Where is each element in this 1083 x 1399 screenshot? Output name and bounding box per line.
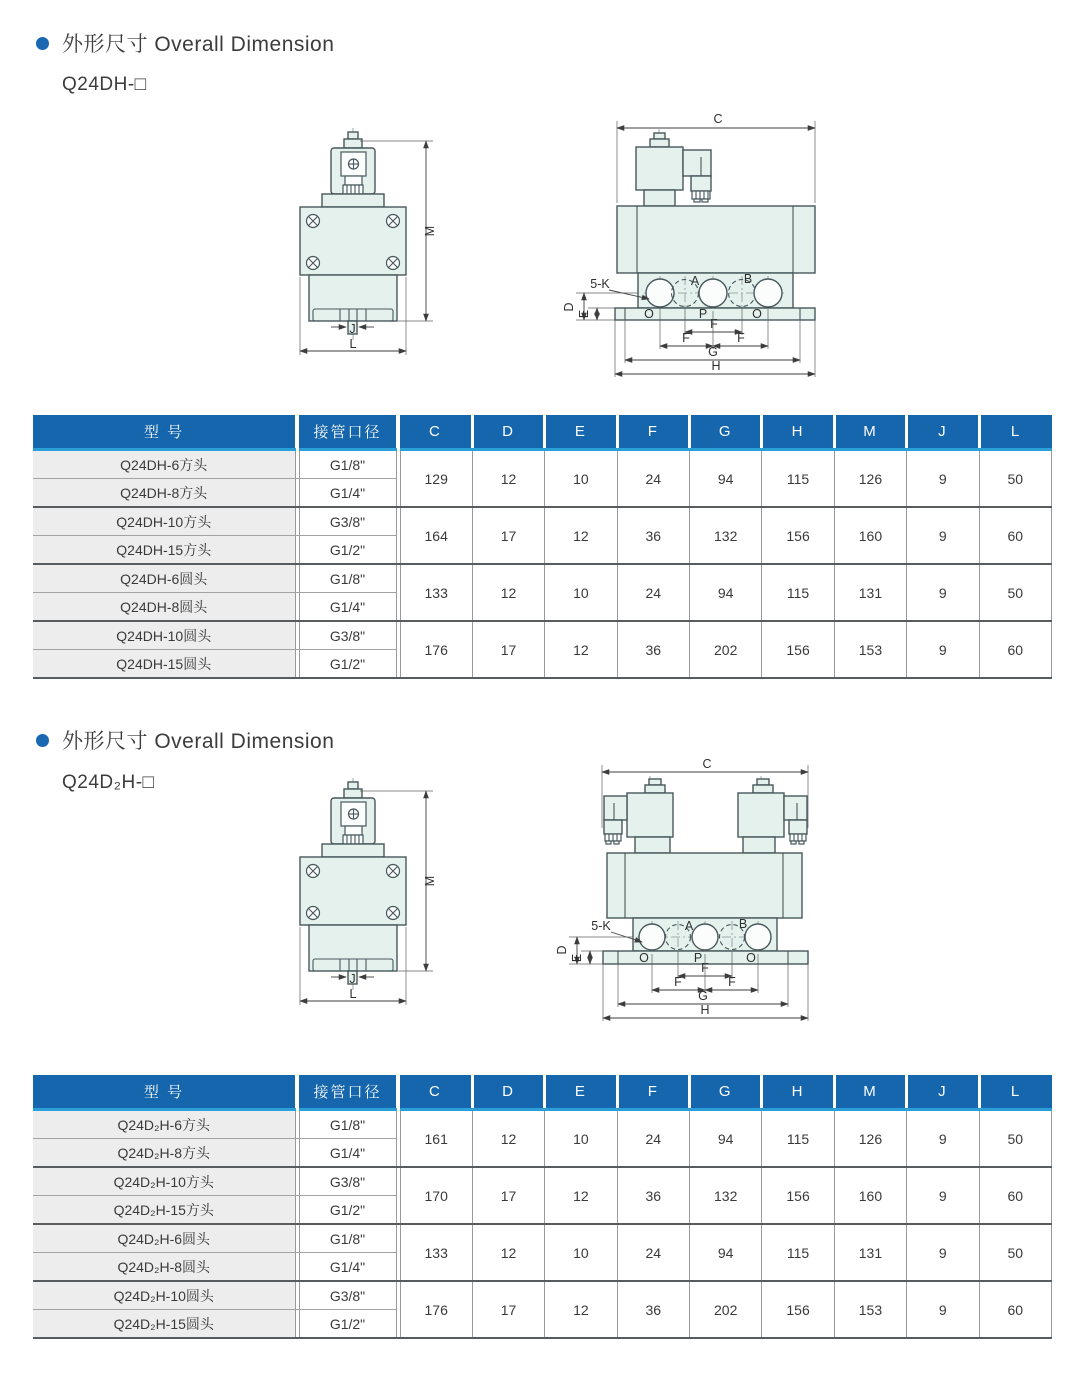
value-cell-f: 36 — [617, 1281, 689, 1338]
valve-body — [300, 194, 406, 334]
port-size-cell: G1/2" — [299, 650, 396, 679]
port-size-cell: G1/2" — [299, 1196, 396, 1225]
port-size-cell: G3/8" — [299, 1167, 396, 1196]
value-cell-h: 115 — [762, 450, 834, 508]
value-cell-e: 12 — [545, 1281, 617, 1338]
dim-label-e: E — [577, 309, 591, 319]
bullet-icon — [36, 734, 49, 747]
value-cell-c: 161 — [400, 1110, 472, 1168]
model-cell: Q24D₂H-8方头 — [33, 1139, 295, 1168]
value-cell-f: 36 — [617, 621, 689, 678]
dim-label-g: G — [698, 989, 708, 1003]
dimension-j — [331, 322, 374, 336]
value-cell-l: 60 — [979, 507, 1052, 564]
model-cell: Q24DH-6方头 — [33, 450, 295, 479]
value-cell-g: 202 — [690, 621, 762, 678]
port-label-p: P — [698, 307, 708, 321]
dim-label-h: H — [711, 359, 721, 373]
section-header-1 — [36, 28, 334, 58]
value-cell-d: 17 — [472, 507, 544, 564]
column-header-c: C — [400, 415, 472, 450]
column-header-f: F — [617, 1075, 689, 1110]
port-size-cell: G3/8" — [299, 1281, 396, 1310]
section-header-2 — [36, 725, 334, 755]
value-cell-c: 129 — [400, 450, 472, 508]
value-cell-l: 60 — [979, 1281, 1052, 1338]
value-cell-g: 94 — [690, 564, 762, 621]
column-header-d: D — [472, 415, 544, 450]
port-label-a: A — [690, 274, 700, 288]
column-header-m: M — [834, 415, 906, 450]
dim-label-j: J — [349, 322, 356, 336]
dim-label-5k: 5-K — [590, 277, 610, 291]
port-label-o1: O — [644, 307, 654, 321]
value-cell-d: 12 — [472, 1110, 544, 1168]
value-cell-l: 60 — [979, 621, 1052, 678]
column-header-j: J — [907, 1075, 979, 1110]
value-cell-h: 115 — [762, 1224, 834, 1281]
dim-label-f2: F — [674, 975, 682, 989]
column-header-port: 接管口径 — [299, 415, 396, 450]
port-label-p: P — [693, 951, 703, 965]
column-header-model: 型 号 — [33, 415, 295, 450]
port-label-o1: O — [639, 951, 649, 965]
value-cell-e: 10 — [545, 450, 617, 508]
dim-label-g: G — [708, 345, 718, 359]
model-cell: Q24D₂H-15方头 — [33, 1196, 295, 1225]
value-cell-j: 9 — [907, 1110, 979, 1168]
dim-label-d: D — [562, 302, 576, 312]
value-cell-c: 133 — [400, 564, 472, 621]
column-header-c: C — [400, 1075, 472, 1110]
column-header-l: L — [979, 1075, 1052, 1110]
value-cell-l: 50 — [979, 1110, 1052, 1168]
value-cell-f: 36 — [617, 507, 689, 564]
side-view-drawing-q24dh — [560, 103, 850, 388]
value-cell-j: 9 — [907, 1167, 979, 1224]
column-header-g: G — [690, 415, 762, 450]
port-label-b: B — [738, 917, 748, 931]
model-cell: Q24D₂H-6圆头 — [33, 1224, 295, 1253]
model-cell: Q24D₂H-8圆头 — [33, 1253, 295, 1282]
value-cell-d: 12 — [472, 450, 544, 508]
model-code-q24dh: Q24DH-□ — [62, 74, 147, 95]
port-size-cell: G1/8" — [299, 450, 396, 479]
column-header-g: G — [690, 1075, 762, 1110]
value-cell-h: 156 — [762, 507, 834, 564]
value-cell-j: 9 — [907, 1281, 979, 1338]
dim-label-d: D — [555, 945, 569, 955]
value-cell-l: 50 — [979, 564, 1052, 621]
value-cell-m: 153 — [834, 621, 906, 678]
dim-label-f3: F — [737, 331, 745, 345]
column-header-m: M — [834, 1075, 906, 1110]
dim-label-j: J — [349, 972, 356, 986]
dim-label-f1: F — [710, 317, 718, 331]
value-cell-g: 94 — [690, 450, 762, 508]
value-cell-j: 9 — [907, 564, 979, 621]
value-cell-c: 176 — [400, 1281, 472, 1338]
port-size-cell: G1/2" — [299, 536, 396, 565]
dim-label-e: E — [570, 953, 584, 963]
value-cell-d: 17 — [472, 621, 544, 678]
side-view-drawing-q24d2h — [555, 758, 855, 1045]
port-label-o2: O — [752, 307, 762, 321]
dim-label-f3: F — [728, 975, 736, 989]
value-cell-f: 36 — [617, 1167, 689, 1224]
coil-assembly-right — [738, 779, 807, 853]
column-header-l: L — [979, 415, 1052, 450]
column-header-j: J — [907, 415, 979, 450]
column-header-port: 接管口径 — [299, 1075, 396, 1110]
valve-body — [300, 844, 406, 984]
port-size-cell: G1/4" — [299, 1253, 396, 1282]
model-cell: Q24DH-15方头 — [33, 536, 295, 565]
value-cell-d: 17 — [472, 1281, 544, 1338]
value-cell-g: 94 — [690, 1224, 762, 1281]
value-cell-l: 50 — [979, 450, 1052, 508]
value-cell-d: 12 — [472, 1224, 544, 1281]
column-header-e: E — [545, 415, 617, 450]
value-cell-j: 9 — [907, 1224, 979, 1281]
dim-label-c: C — [702, 758, 712, 771]
dim-label-l: L — [349, 987, 357, 1001]
port-size-cell: G1/8" — [299, 1110, 396, 1139]
dim-label-h: H — [700, 1003, 710, 1017]
value-cell-g: 132 — [690, 1167, 762, 1224]
value-cell-f: 24 — [617, 1110, 689, 1168]
value-cell-j: 9 — [907, 450, 979, 508]
value-cell-m: 160 — [834, 507, 906, 564]
dim-label-m: M — [423, 225, 437, 237]
dim-label-l: L — [349, 337, 357, 351]
port-size-cell: G1/2" — [299, 1310, 396, 1339]
value-cell-g: 202 — [690, 1281, 762, 1338]
value-cell-l: 50 — [979, 1224, 1052, 1281]
value-cell-d: 17 — [472, 1167, 544, 1224]
coil-assembly-left — [604, 779, 673, 853]
dim-label-5k: 5-K — [591, 919, 611, 933]
model-cell: Q24DH-10圆头 — [33, 621, 295, 650]
port-size-cell: G3/8" — [299, 507, 396, 536]
column-header-e: E — [545, 1075, 617, 1110]
value-cell-m: 160 — [834, 1167, 906, 1224]
dim-label-m: M — [423, 875, 437, 887]
dimension-j — [331, 972, 374, 986]
value-cell-f: 24 — [617, 1224, 689, 1281]
value-cell-e: 10 — [545, 1224, 617, 1281]
dimension-table-q24d2h — [33, 1075, 1052, 1339]
value-cell-l: 60 — [979, 1167, 1052, 1224]
value-cell-m: 131 — [834, 1224, 906, 1281]
port-label-o2: O — [746, 951, 756, 965]
value-cell-j: 9 — [907, 507, 979, 564]
value-cell-g: 94 — [690, 1110, 762, 1168]
value-cell-e: 12 — [545, 621, 617, 678]
dim-label-c: C — [713, 112, 723, 126]
value-cell-h: 156 — [762, 621, 834, 678]
value-cell-c: 176 — [400, 621, 472, 678]
front-view-drawing-q24dh — [280, 122, 460, 370]
model-cell: Q24D₂H-10方头 — [33, 1167, 295, 1196]
port-size-cell: G1/4" — [299, 593, 396, 622]
column-header-h: H — [762, 415, 834, 450]
value-cell-h: 156 — [762, 1167, 834, 1224]
value-cell-e: 12 — [545, 507, 617, 564]
value-cell-c: 133 — [400, 1224, 472, 1281]
value-cell-f: 24 — [617, 564, 689, 621]
port-size-cell: G1/8" — [299, 1224, 396, 1253]
value-cell-m: 153 — [834, 1281, 906, 1338]
section-title: 外形尺寸 Overall Dimension — [62, 33, 335, 56]
value-cell-m: 126 — [834, 450, 906, 508]
value-cell-h: 156 — [762, 1281, 834, 1338]
value-cell-e: 12 — [545, 1167, 617, 1224]
column-header-h: H — [762, 1075, 834, 1110]
column-header-f: F — [617, 415, 689, 450]
port-label-b: B — [743, 272, 753, 286]
port-size-cell: G1/4" — [299, 1139, 396, 1168]
model-cell: Q24D₂H-6方头 — [33, 1110, 295, 1139]
value-cell-j: 9 — [907, 621, 979, 678]
port-size-cell: G1/8" — [299, 564, 396, 593]
front-view-drawing-q24d2h — [280, 772, 460, 1020]
value-cell-m: 131 — [834, 564, 906, 621]
column-header-d: D — [472, 1075, 544, 1110]
value-cell-m: 126 — [834, 1110, 906, 1168]
dimension-table-q24dh — [33, 415, 1052, 679]
section-title: 外形尺寸 Overall Dimension — [62, 730, 335, 753]
bullet-icon — [36, 37, 49, 50]
model-cell: Q24DH-6圆头 — [33, 564, 295, 593]
model-cell: Q24DH-15圆头 — [33, 650, 295, 679]
dim-label-f1: F — [701, 961, 709, 975]
value-cell-c: 170 — [400, 1167, 472, 1224]
model-cell: Q24D₂H-15圆头 — [33, 1310, 295, 1339]
value-cell-d: 12 — [472, 564, 544, 621]
value-cell-g: 132 — [690, 507, 762, 564]
port-label-a: A — [684, 919, 694, 933]
model-code-q24d2h: Q24D₂H-□ — [62, 772, 155, 793]
model-cell: Q24DH-8圆头 — [33, 593, 295, 622]
coil-assembly — [636, 133, 711, 206]
value-cell-h: 115 — [762, 1110, 834, 1168]
port-size-cell: G3/8" — [299, 621, 396, 650]
value-cell-c: 164 — [400, 507, 472, 564]
dim-label-f2: F — [682, 331, 690, 345]
model-cell: Q24D₂H-10圆头 — [33, 1281, 295, 1310]
value-cell-f: 24 — [617, 450, 689, 508]
value-cell-e: 10 — [545, 1110, 617, 1168]
value-cell-h: 115 — [762, 564, 834, 621]
value-cell-e: 10 — [545, 564, 617, 621]
model-cell: Q24DH-10方头 — [33, 507, 295, 536]
model-cell: Q24DH-8方头 — [33, 479, 295, 508]
port-size-cell: G1/4" — [299, 479, 396, 508]
column-header-model: 型 号 — [33, 1075, 295, 1110]
